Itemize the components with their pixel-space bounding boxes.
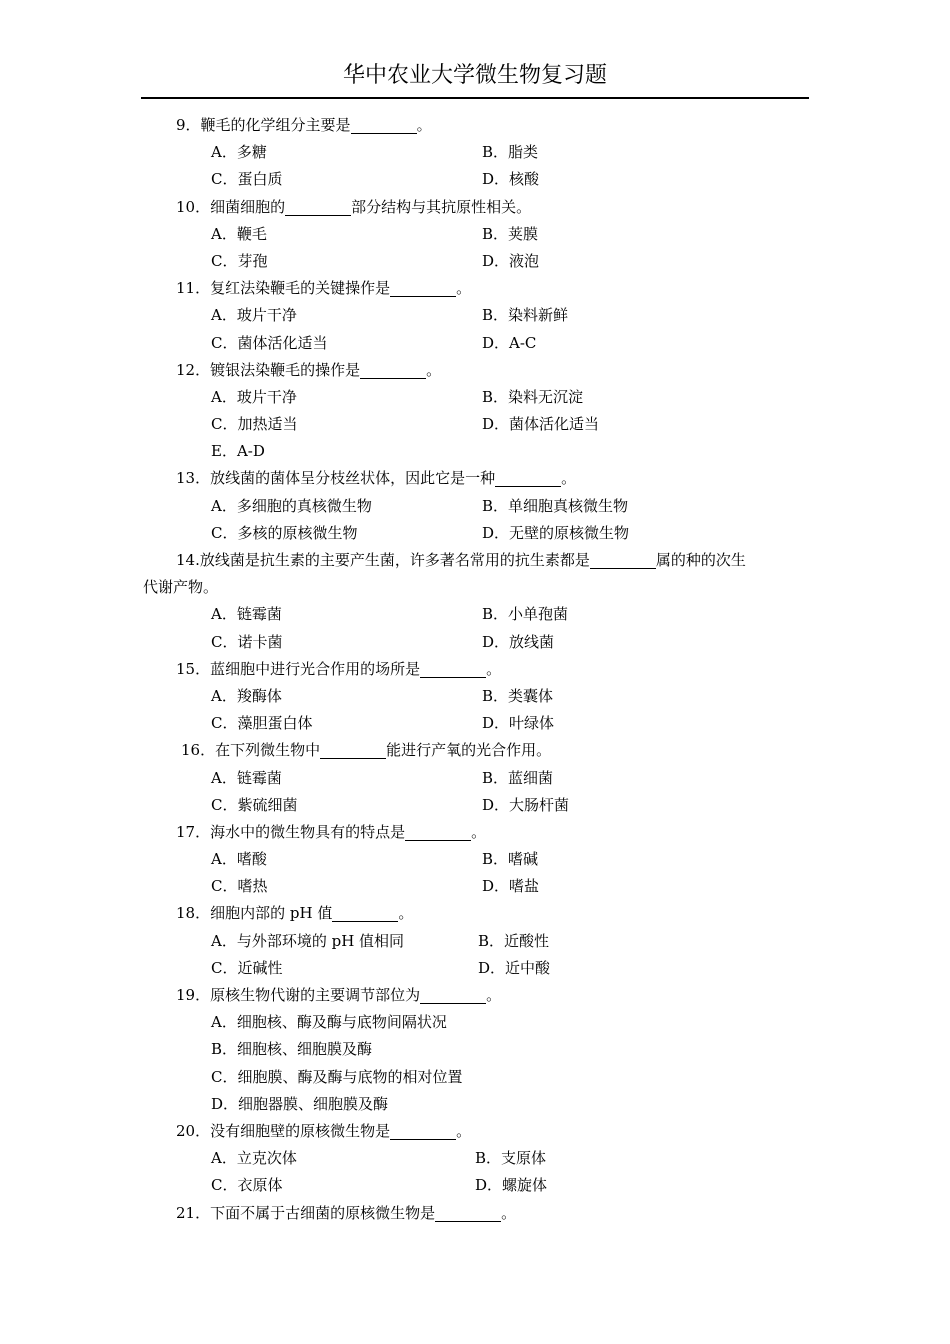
question-stem <box>0 819 950 846</box>
option-row <box>0 601 950 628</box>
answer-option: D．无壁的原核微生物 <box>482 523 630 542</box>
question-number: 20． <box>176 1121 211 1140</box>
answer-option: A．玻片干净 <box>211 306 297 325</box>
question-number: 13． <box>176 469 211 488</box>
question-stem <box>0 1200 950 1227</box>
answer-option: C．衣原体 <box>211 1176 283 1195</box>
answer-option: A．链霉菌 <box>211 768 282 787</box>
option-row <box>0 248 950 275</box>
answer-option: A．嗜酸 <box>211 850 267 869</box>
answer-option: A．羧酶体 <box>211 686 282 705</box>
option-row <box>0 139 950 166</box>
question-stem <box>0 275 950 302</box>
question-text-after-blank: 。 <box>456 279 472 298</box>
answer-option: E．A-D <box>211 442 265 461</box>
question-number: 9． <box>176 116 201 134</box>
answer-option: D．A-C <box>482 333 537 352</box>
option-row <box>0 792 950 819</box>
question-text: 复红法染鞭毛的关键操作是 <box>210 279 391 298</box>
answer-option: C．蛋白质 <box>211 170 283 189</box>
answer-option: B．近酸性 <box>478 931 550 950</box>
question-text-after-blank: 。 <box>486 986 502 1004</box>
question-text: 细胞内部的 pH 值 <box>210 904 333 923</box>
question-text-after-blank: 部分结构与其抗原性相关。 <box>351 197 532 216</box>
question-number: 12． <box>176 360 211 379</box>
question-text: 鞭毛的化学组分主要是 <box>200 116 351 134</box>
question-text-after-blank: 。 <box>456 1121 472 1140</box>
question-text: 下面不属于古细菌的原核微生物是 <box>210 1203 436 1222</box>
answer-option: A．鞭毛 <box>211 224 267 243</box>
answer-blank <box>405 822 471 841</box>
question-text: 蓝细胞中进行光合作用的场所是 <box>210 659 421 678</box>
question-number: 17． <box>176 822 211 841</box>
answer-option: A．链霉菌 <box>211 605 282 624</box>
answer-blank <box>332 903 398 922</box>
answer-option: D．放线菌 <box>482 632 555 651</box>
answer-option: C．加热适当 <box>211 415 298 434</box>
option-row <box>0 411 950 438</box>
answer-blank <box>320 740 386 759</box>
question-number: 19． <box>176 986 211 1004</box>
answer-option: C．芽孢 <box>211 251 268 270</box>
option-row <box>0 166 950 193</box>
option-row <box>0 1091 950 1118</box>
answer-blank <box>420 985 486 1004</box>
answer-option: D．细胞器膜、细胞膜及酶 <box>211 1094 389 1113</box>
question-text: 原核生物代谢的主要调节部位为 <box>210 986 421 1004</box>
question-text: 放线菌的菌体呈分枝丝状体，因此它是一种 <box>210 469 496 488</box>
question-text-after-blank: 属的种的次生 <box>655 551 746 569</box>
answer-blank <box>590 550 656 569</box>
answer-option: A．与外部环境的 pH 值相同 <box>211 931 405 950</box>
option-row <box>0 1009 950 1036</box>
option-row <box>0 520 950 547</box>
answer-option: A．细胞核、酶及酶与底物间隔状况 <box>211 1013 447 1032</box>
question-stem <box>0 547 950 574</box>
answer-blank <box>390 278 456 297</box>
answer-option: C．诺卡菌 <box>211 632 283 651</box>
question-stem <box>0 1118 950 1145</box>
option-row <box>0 384 950 411</box>
option-row <box>0 1172 950 1199</box>
answer-option: A．立克次体 <box>211 1149 297 1168</box>
answer-option: B．嗜碱 <box>482 850 539 869</box>
answer-option: D．菌体活化适当 <box>482 415 600 434</box>
answer-option: A．多细胞的真核微生物 <box>211 496 372 515</box>
answer-option: B．类囊体 <box>482 686 554 705</box>
answer-option: B．染料无沉淀 <box>482 387 584 406</box>
question-text-after-blank: 。 <box>471 822 487 841</box>
option-row <box>0 221 950 248</box>
answer-option: B．蓝细菌 <box>482 768 554 787</box>
question-number: 21． <box>176 1203 211 1222</box>
option-row <box>0 1036 950 1063</box>
option-row <box>0 928 950 955</box>
answer-option: D．嗜盐 <box>482 877 540 896</box>
page-title: 华中农业大学微生物复习题 <box>342 63 607 88</box>
answer-option: D．螺旋体 <box>475 1176 548 1195</box>
question-text-after-blank: 。 <box>561 469 577 488</box>
answer-blank <box>390 1121 456 1140</box>
option-row <box>0 873 950 900</box>
question-text-after-blank: 。 <box>486 659 502 678</box>
question-text-after-blank: 。 <box>501 1203 517 1222</box>
answer-option: C．紫硫细菌 <box>211 795 298 814</box>
question-stem <box>0 194 950 221</box>
answer-option: B．脂类 <box>482 143 539 162</box>
question-text-after-blank: 。 <box>426 360 442 379</box>
answer-option: A．多糖 <box>211 143 267 162</box>
question-number: 11． <box>176 279 211 298</box>
answer-option: B．单细胞真核微生物 <box>482 496 629 515</box>
answer-option: B．小单孢菌 <box>482 605 569 624</box>
question-number: 15． <box>176 659 211 678</box>
question-number: 16． <box>181 741 216 760</box>
question-list <box>0 112 950 1227</box>
answer-option: C．细胞膜、酶及酶与底物的相对位置 <box>211 1067 463 1086</box>
question-number: 18． <box>176 904 211 923</box>
question-continuation: 代谢产物。 <box>143 578 219 597</box>
answer-blank <box>360 360 426 379</box>
option-row <box>0 683 950 710</box>
option-row <box>0 765 950 792</box>
option-row <box>0 629 950 656</box>
answer-option: B．染料新鲜 <box>482 306 569 325</box>
question-number: 14. <box>176 551 200 569</box>
option-row <box>0 330 950 357</box>
question-stem <box>0 982 950 1009</box>
answer-option: D．核酸 <box>482 170 540 189</box>
question-text-after-blank: 能进行产氧的光合作用。 <box>386 741 552 760</box>
answer-option: D．近中酸 <box>478 958 551 977</box>
question-text: 海水中的微生物具有的特点是 <box>210 822 406 841</box>
answer-option: A．玻片干净 <box>211 387 297 406</box>
answer-blank <box>351 115 417 134</box>
question-stem <box>0 900 950 927</box>
question-stem <box>0 465 950 492</box>
answer-option: C．菌体活化适当 <box>211 333 328 352</box>
header-divider <box>141 97 809 99</box>
answer-option: D．大肠杆菌 <box>482 795 570 814</box>
option-row <box>0 493 950 520</box>
answer-blank <box>495 468 561 487</box>
question-stem <box>0 357 950 384</box>
option-row <box>0 710 950 737</box>
answer-blank <box>435 1203 501 1222</box>
question-text-after-blank: 。 <box>398 904 414 923</box>
answer-option: B．支原体 <box>475 1149 547 1168</box>
answer-blank <box>285 197 351 216</box>
question-stem <box>0 656 950 683</box>
option-row <box>0 1145 950 1172</box>
option-row <box>0 1064 950 1091</box>
question-text: 细菌细胞的 <box>210 197 286 216</box>
answer-option: C．近碱性 <box>211 958 283 977</box>
question-text: 在下列微生物中 <box>215 741 321 760</box>
answer-option: B．细胞核、细胞膜及酶 <box>211 1040 373 1059</box>
question-stem <box>0 737 950 764</box>
option-row <box>0 955 950 982</box>
question-text: 没有细胞壁的原核微生物是 <box>210 1121 391 1140</box>
answer-option: D．液泡 <box>482 251 540 270</box>
option-row <box>0 846 950 873</box>
option-row <box>0 302 950 329</box>
answer-blank <box>420 659 486 678</box>
question-text: 镀银法染鞭毛的操作是 <box>210 360 361 379</box>
question-number: 10． <box>176 197 211 216</box>
question-stem <box>0 112 950 139</box>
answer-option: C．多核的原核微生物 <box>211 523 358 542</box>
answer-option: D．叶绿体 <box>482 714 555 733</box>
answer-option: B．荚膜 <box>482 224 539 243</box>
answer-option: C．嗜热 <box>211 877 268 896</box>
option-row <box>0 438 950 465</box>
question-text: 放线菌是抗生素的主要产生菌，许多著名常用的抗生素都是 <box>199 551 590 569</box>
question-text-after-blank: 。 <box>416 116 432 134</box>
answer-option: C．藻胆蛋白体 <box>211 714 313 733</box>
